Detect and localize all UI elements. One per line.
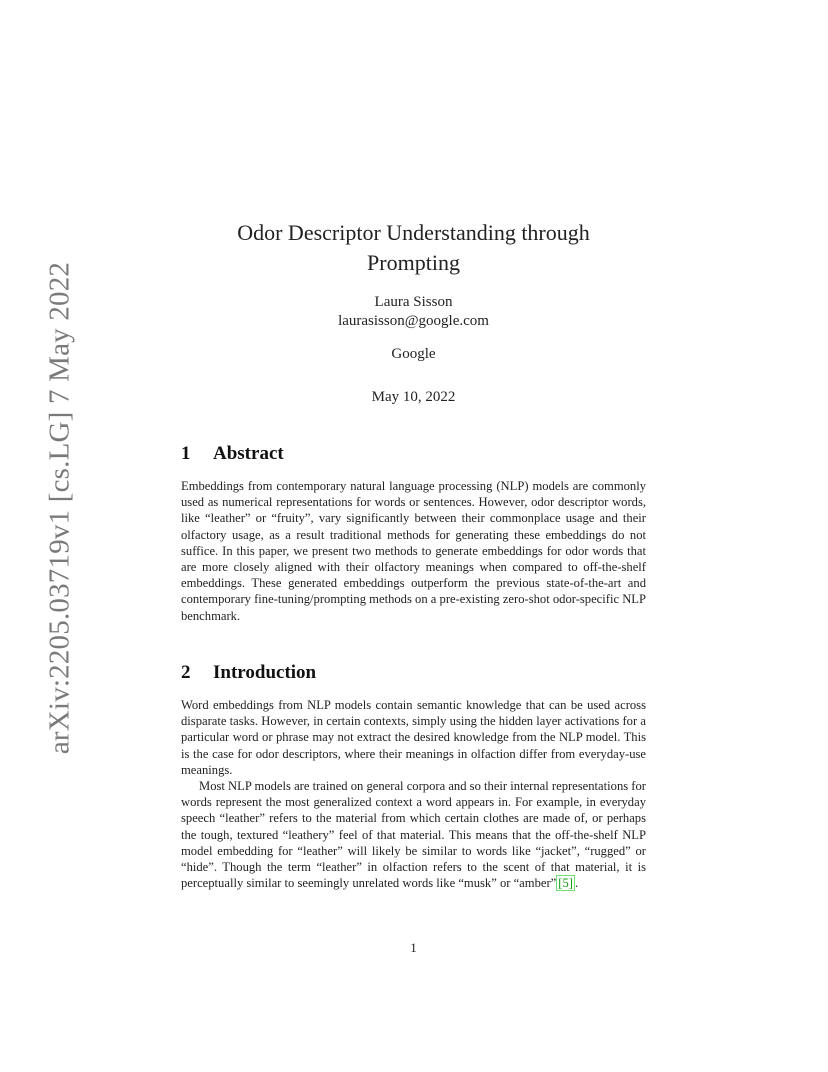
section-title: Abstract bbox=[213, 443, 284, 464]
section-number: 1 bbox=[181, 443, 191, 464]
intro-paragraph-2-end: . bbox=[574, 876, 579, 891]
abstract-paragraph: Embeddings from contemporary natural language processing (NLP) models are commonly used as numerical representations for words or sentences. However, odor descriptor words, like “leather” or “fruity”, vary significantly between their commonplace usage and their olfactory usage, as a result traditional methods for generating these embeddings do not suffice. In this paper, we present two methods to generate embeddings for odor words that are more closely aligned with their olfactory meanings when compared to off-the-shelf embeddings. These generated embeddings outperform the previous state-of-the-art and contemporary fine-tuning/prompting methods on a pre-existing zero-shot odor-specific NLP benchmark. bbox=[181, 479, 646, 623]
page-number: 1 bbox=[410, 940, 417, 955]
section-heading-introduction bbox=[181, 662, 316, 684]
section-heading-abstract bbox=[181, 443, 284, 465]
title-line-2: Prompting bbox=[367, 250, 460, 275]
paper-title bbox=[181, 218, 646, 278]
intro-paragraph-2-text: Most NLP models are trained on general corpora and so their internal representations for words represent the most generalized context a word appears in. For example, in everyday speech “leather” refers to the material from which certain clothes are made of, or perhaps the tough, textured “leathery” feel of that material. This means that the off-the-shelf NLP model embedding for “leather” will likely be similar to words like “jacket”, “rugged” or “hide”. Though the term “leather” in olfaction refers to the scent of that material, it is perceptually similar to seemingly unrelated words like “musk” or “amber” bbox=[181, 779, 646, 891]
arxiv-identifier-stamp: arXiv:2205.03719v1 [cs.LG] 7 May 2022 bbox=[43, 261, 76, 755]
paper-date: May 10, 2022 bbox=[371, 389, 456, 405]
author-email: laurasisson@google.com bbox=[338, 313, 489, 329]
intro-paragraph-1: Word embeddings from NLP models contain semantic knowledge that can be used across disparate tasks. However, in certain contexts, simply using the hidden layer activations for a particular word or phrase may not extract the desired knowledge from the NLP model. This is the case for odor descriptors, where their meanings in olfaction differ from everyday-use meanings. bbox=[181, 698, 646, 777]
author-name: Laura Sisson bbox=[374, 294, 453, 310]
section-number: 2 bbox=[181, 662, 191, 683]
citation-link[interactable]: [5] bbox=[558, 876, 573, 891]
author-affiliation: Google bbox=[391, 346, 436, 362]
intro-paragraph-2 bbox=[181, 778, 646, 891]
title-line-1: Odor Descriptor Understanding through bbox=[237, 220, 590, 245]
section-title: Introduction bbox=[213, 662, 317, 683]
